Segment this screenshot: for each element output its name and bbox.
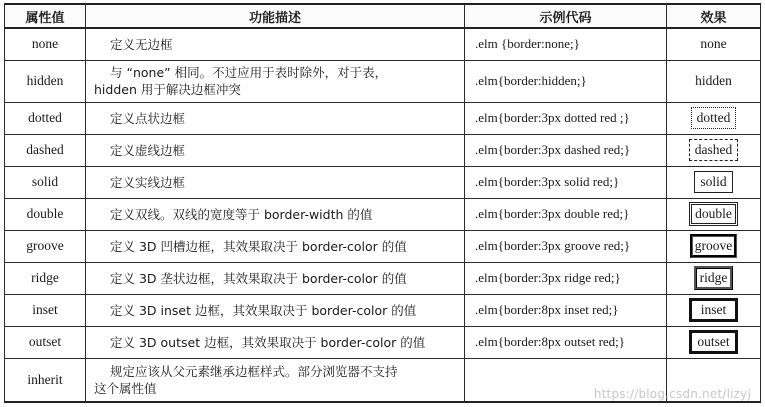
cell-example-code: .elm{border:3px dashed red;} (465, 134, 667, 166)
watermark-text: https://blog.csdn.net/lizyj (593, 387, 751, 401)
cell-description (86, 60, 465, 102)
effect-sample-box: solid (694, 171, 732, 193)
cell-description (86, 326, 465, 358)
table-row (5, 60, 761, 102)
description-line: 定义虚线边框 (110, 142, 186, 158)
cell-description (86, 102, 465, 134)
cell-value: groove (5, 230, 86, 262)
cell-description (86, 230, 465, 262)
effect-sample-box: ridge (694, 266, 734, 290)
cell-value: outset (5, 326, 86, 358)
description-line: 定义实线边框 (110, 174, 186, 190)
cell-effect (667, 198, 761, 230)
cell-example-code: .elm{border:8px inset red;} (465, 294, 667, 326)
table-row (5, 326, 761, 358)
description-line: hidden 用于解决边框冲突 (94, 82, 241, 97)
cell-example-code: .elm{border:3px dotted red ;} (465, 102, 667, 134)
description-line: 这个属性值 (94, 380, 157, 396)
cell-effect (667, 134, 761, 166)
cell-description (86, 134, 465, 166)
cell-description (86, 28, 465, 60)
description-line: 定义 3D inset 边框，其效果取决于 border-color 的值 (110, 302, 417, 318)
table-row (5, 198, 761, 230)
header-example-code: 示例代码 (465, 4, 667, 28)
cell-effect (667, 166, 761, 198)
table-header-row (5, 4, 761, 28)
cell-value: double (5, 198, 86, 230)
table-row (5, 28, 761, 60)
cell-value: hidden (5, 60, 86, 102)
description-line: 定义 3D 凹槽边框，其效果取决于 border-color 的值 (110, 238, 407, 254)
header-value: 属性值 (5, 4, 86, 28)
cell-effect (667, 102, 761, 134)
cell-description (86, 166, 465, 198)
cell-value: inherit (5, 358, 86, 402)
table-row (5, 166, 761, 198)
cell-effect (667, 230, 761, 262)
description-line: 规定应该从父元素继承边框样式。部分浏览器不支持 (110, 363, 398, 379)
cell-example-code: .elm {border:none;} (465, 28, 667, 60)
description-line: 定义点状边框 (110, 110, 186, 126)
cell-example-code: .elm{border:3px ridge red;} (465, 262, 667, 294)
effect-sample-box: none (700, 36, 727, 52)
header-description: 功能描述 (86, 4, 465, 28)
description-line: 定义 3D outset 边框，其效果取决于 border-color 的值 (110, 334, 426, 350)
cell-value: ridge (5, 262, 86, 294)
effect-sample-box: groove (690, 234, 738, 258)
cell-description (86, 294, 465, 326)
description-line: 定义无边框 (110, 36, 173, 52)
cell-value: none (5, 28, 86, 60)
table-row (5, 294, 761, 326)
cell-effect (667, 28, 761, 60)
cell-example-code: .elm{border:3px solid red;} (465, 166, 667, 198)
cell-description (86, 198, 465, 230)
cell-example-code: .elm{border:3px double red;} (465, 198, 667, 230)
cell-effect (667, 262, 761, 294)
effect-sample-box: inset (689, 298, 739, 322)
cell-example-code: .elm{border:3px groove red;} (465, 230, 667, 262)
cell-example-code: .elm{border:hidden;} (465, 60, 667, 102)
table-row (5, 102, 761, 134)
cell-value: dashed (5, 134, 86, 166)
cell-value: inset (5, 294, 86, 326)
cell-effect (667, 294, 761, 326)
table-row (5, 262, 761, 294)
cell-description (86, 358, 465, 402)
cell-effect (667, 326, 761, 358)
effect-sample-box: double (689, 202, 738, 226)
effect-sample-box: outset (689, 330, 737, 354)
header-effect: 效果 (667, 4, 761, 28)
cell-description (86, 262, 465, 294)
description-line: 与 “none” 相同。不过应用于表时除外，对于表， (110, 65, 388, 80)
cell-example-code: .elm{border:8px outset red;} (465, 326, 667, 358)
effect-sample-box: dotted (691, 107, 737, 129)
border-style-table (4, 3, 761, 403)
table-row (5, 230, 761, 262)
effect-sample-box: dashed (689, 139, 739, 161)
description-line: 定义双线。双线的宽度等于 border-width 的值 (110, 206, 373, 222)
cell-value: dotted (5, 102, 86, 134)
cell-effect (667, 60, 761, 102)
effect-sample-box: hidden (695, 73, 732, 88)
description-line: 定义 3D 垄状边框，其效果取决于 border-color 的值 (110, 270, 407, 286)
cell-value: solid (5, 166, 86, 198)
table-row (5, 134, 761, 166)
